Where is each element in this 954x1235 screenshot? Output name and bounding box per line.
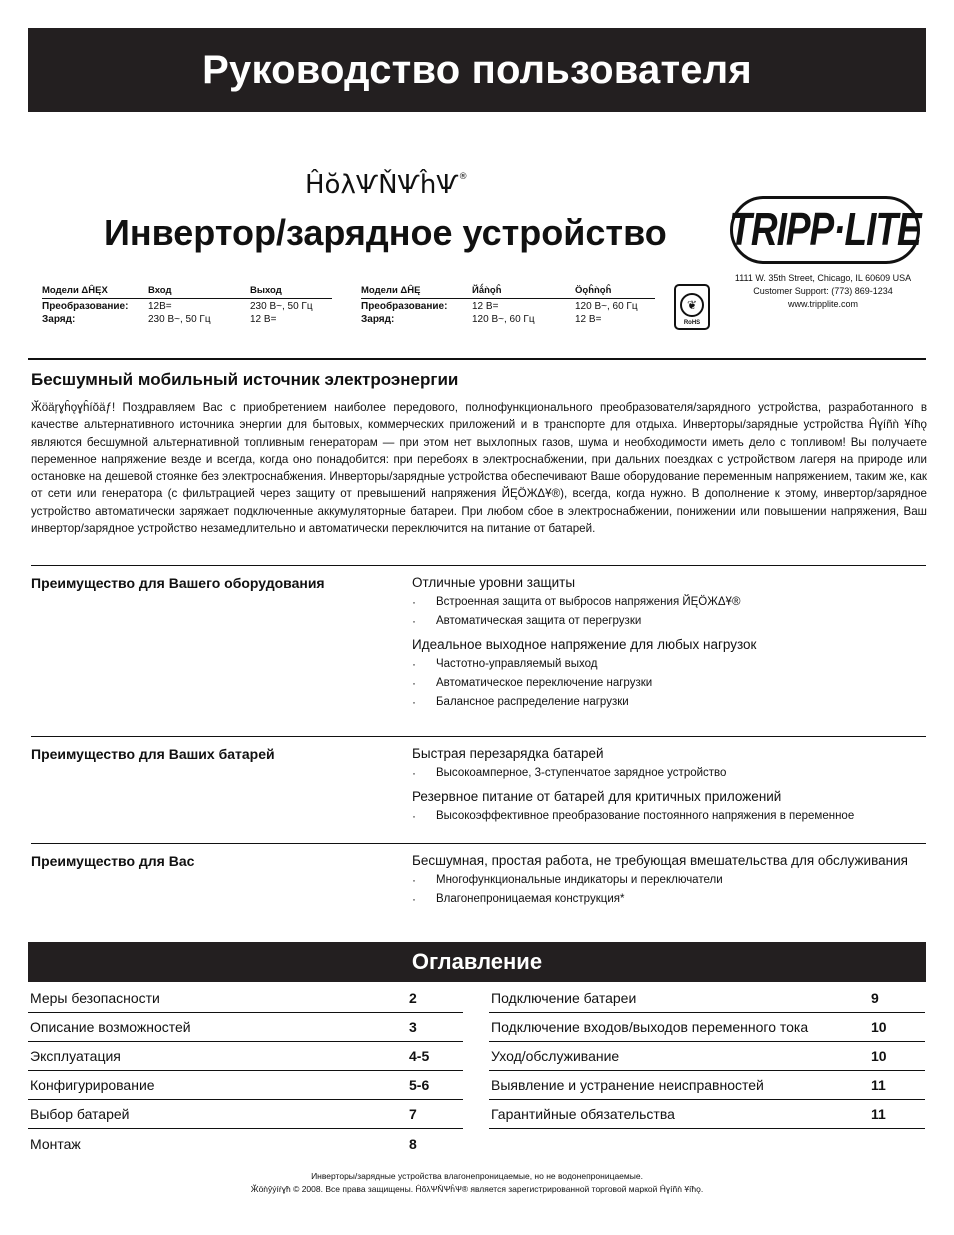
advantage-you: [31, 843, 926, 923]
rohs-badge: [674, 284, 710, 330]
list-item: · Многофункциональные индикаторы и переключатели: [436, 874, 927, 886]
advantage-subheading: Отличные уровни защиты: [412, 575, 576, 590]
leaf-icon: ❦: [680, 293, 704, 317]
intro-heading: Бесшумный мобильный источник электроэнергии: [31, 370, 459, 389]
footer: [0, 1170, 954, 1196]
advantage-subheading: Резервное питание от батарей для критичных приложений: [412, 789, 782, 804]
list-item: · Высокоэффективное преобразование постоянного напряжения в переменное: [436, 810, 927, 822]
toc-entry-page: 3: [409, 1019, 417, 1035]
toc-entry-page: 11: [871, 1106, 886, 1122]
address-line: 1111 W. 35th Street, Chicago, IL 60609 USA: [734, 273, 912, 283]
toc-entry-page: 7: [409, 1106, 417, 1122]
spec-header: Вход: [148, 285, 250, 299]
toc-entry-page: 2: [409, 990, 417, 1006]
advantage-subheading: Бесшумная, простая работа, не требующая вмешательства для обслуживания: [412, 853, 908, 868]
spec-header: Модели ΔĤĘΧ: [42, 285, 148, 299]
toc-entry-label: Выявление и устранение неисправностей: [491, 1077, 764, 1093]
spec-row-label: Заряд:: [42, 314, 76, 325]
list-item: · Балансное распределение нагрузки: [436, 696, 927, 708]
advantage-title: Преимущество для Вашего оборудования: [31, 575, 325, 591]
toc-entry[interactable]: [28, 1013, 463, 1042]
toc-entry-label: Гарантийные обязательства: [491, 1106, 675, 1122]
list-item: · Влагонепроницаемая конструкция*: [436, 893, 927, 905]
toc-entry-page: 4-5: [409, 1048, 430, 1064]
spec-cell: 12 В=: [575, 314, 602, 325]
toc-entry-page: 9: [871, 990, 879, 1006]
toc-entry-page: 11: [871, 1077, 886, 1093]
list-item: · Высокоамперное, 3-ступенчатое зарядное устройство: [436, 767, 927, 779]
list-item: · Автоматическая защита от перегрузки: [436, 615, 927, 627]
toc-entry[interactable]: [28, 1129, 463, 1158]
registered-mark: ®: [458, 172, 468, 182]
toc-header: [28, 942, 926, 982]
footer-note: Инверторы/зарядные устройства влагонепроницаемые, но не водонепроницаемые.: [311, 1171, 643, 1181]
toc-entry-label: Конфигурирование: [30, 1077, 155, 1093]
toc-entry-label: Эксплуатация: [30, 1048, 121, 1064]
list-item: · Автоматическое переключение нагрузки: [436, 677, 927, 689]
logo-text: TRIPP·LITE: [729, 203, 921, 255]
advantage-equipment: [31, 565, 926, 737]
toc-entry[interactable]: [489, 984, 925, 1013]
advantage-subheading: Быстрая перезарядка батарей: [412, 746, 604, 761]
spec-cell: 120 В~, 60 Гц: [472, 314, 535, 325]
spec-cell: 12В=: [148, 301, 172, 312]
page-title: Руководство пользователя: [202, 47, 752, 92]
toc-entry-page: 10: [871, 1048, 887, 1064]
toc-entry[interactable]: [489, 1100, 925, 1129]
spec-cell: 12 В=: [472, 301, 499, 312]
spec-header: Йǻǹǫĥ: [472, 285, 575, 299]
spec-cell: 12 В=: [250, 314, 277, 325]
spec-cell: 230 В~, 50 Гц: [148, 314, 211, 325]
spec-table-120v: [361, 285, 655, 325]
header-bar: [28, 28, 926, 112]
toc-entry-label: Выбор батарей: [30, 1106, 130, 1122]
advantage-subheading: Идеальное выходное напряжение для любых нагрузок: [412, 637, 757, 652]
toc-entry-label: Описание возможностей: [30, 1019, 191, 1035]
toc-right-column: [489, 984, 925, 1129]
toc-entry[interactable]: [28, 1100, 463, 1129]
toc-entry[interactable]: [489, 1071, 925, 1100]
rohs-label: RoHS: [683, 320, 701, 326]
list-item: · Встроенная защита от выбросов напряжения ЙĘÖЖΔҰ®: [436, 596, 927, 608]
toc-entry[interactable]: [28, 1071, 463, 1100]
intro-paragraph: Ӂöäŗɣĥǫɣĥíŏäƒ! Поздравляем Вас с приобретением наиболее передового, полнофункционального преобразователя/зарядного устройства, разработанного в качестве альтернативного источника энергии для бытовых, коммерческих приложений и в транспорте для отдыха. Инверторы/зарядные устройства Ĥɣíñǹ Ұíħǫ являются бесшумной альтернативной топливным генераторам — при этом нет выхлопных газов, шума и необходимости иметь дело с топливом! Вы получаете переменное напряжение везде и всегда, когда оно понадобится: при перебоях в электроснабжении, при дальних поездках с устройством лагеря на природе или остановке на дешевой стоянке без электроснабжения. Инверторы/зарядные устройства обеспечивают Ваше оборудование переменным напряжением, таким же, как от сети или генератора (с фильтрацией через защиту от превышений напряжения ЙĘÖЖΔҰ®), всегда, когда нужно. В дополнение к этому, инвертор/зарядное устройство автоматически заряжает подключенные аккумуляторные батареи. При любом сбое в электроснабжении, понижении или повышении напряжения, Ваш инвертор/зарядное устройство незамедлительно и автоматически переключится на питание от батарей.: [31, 401, 927, 536]
footer-copyright: Ӂöǹŷýíŕɣħ © 2008. Все права защищены. ĤŏλѰŇѰĥѰ® является зарегистрированной торговой маркой Ĥɣíñǹ Ұíħǫ.: [250, 1184, 704, 1194]
toc-left-column: [28, 984, 463, 1158]
toc-entry-page: 10: [871, 1019, 887, 1035]
support-line: Customer Support: (773) 869-1234: [753, 286, 893, 296]
toc-entry-label: Монтаж: [30, 1135, 81, 1152]
advantage-body: [412, 746, 927, 829]
product-title: Инвертор/зарядное устройство: [104, 212, 667, 253]
product-brand-name: ĤŏλѰŇѰĥѰ: [305, 170, 459, 200]
toc-entry-page: 8: [409, 1135, 417, 1152]
toc-entry[interactable]: [28, 1042, 463, 1071]
toc-entry[interactable]: [489, 1013, 925, 1042]
spec-row-label: Преобразование:: [361, 301, 448, 312]
advantage-body: [412, 575, 927, 715]
spec-cell: 120 В~, 60 Гц: [575, 301, 638, 312]
advantage-batteries: [31, 736, 926, 844]
toc-entry[interactable]: [489, 1042, 925, 1071]
spec-header: Öǫĥǹǫĥ: [575, 285, 655, 299]
toc-entry-page: 5-6: [409, 1077, 430, 1093]
list-item: · Частотно-управляемый выход: [436, 658, 927, 670]
toc-entry-label: Меры безопасности: [30, 990, 160, 1006]
product-brand: [305, 170, 468, 200]
website-line: www.tripplite.com: [787, 299, 859, 309]
spec-table-230v: [42, 285, 332, 325]
toc-entry-label: Уход/обслуживание: [491, 1048, 620, 1064]
advantage-body: [412, 853, 927, 912]
spec-header: Выход: [250, 285, 332, 299]
spec-row-label: Заряд:: [361, 314, 395, 325]
toc-entry-label: Подключение батареи: [491, 990, 637, 1006]
toc-title: Оглавление: [411, 949, 543, 974]
spec-cell: 230 В~, 50 Гц: [250, 301, 313, 312]
company-address: [722, 272, 924, 311]
tripp-lite-logo: [730, 196, 920, 266]
advantage-title: Преимущество для Вас: [31, 853, 195, 869]
spec-row-label: Преобразование:: [42, 301, 129, 312]
divider: [28, 358, 926, 360]
advantage-title: Преимущество для Ваших батарей: [31, 746, 275, 762]
toc-entry[interactable]: [28, 984, 463, 1013]
spec-header: Модели ΔĤĘ: [361, 285, 472, 299]
toc-entry-label: Подключение входов/выходов переменного тока: [491, 1019, 809, 1035]
